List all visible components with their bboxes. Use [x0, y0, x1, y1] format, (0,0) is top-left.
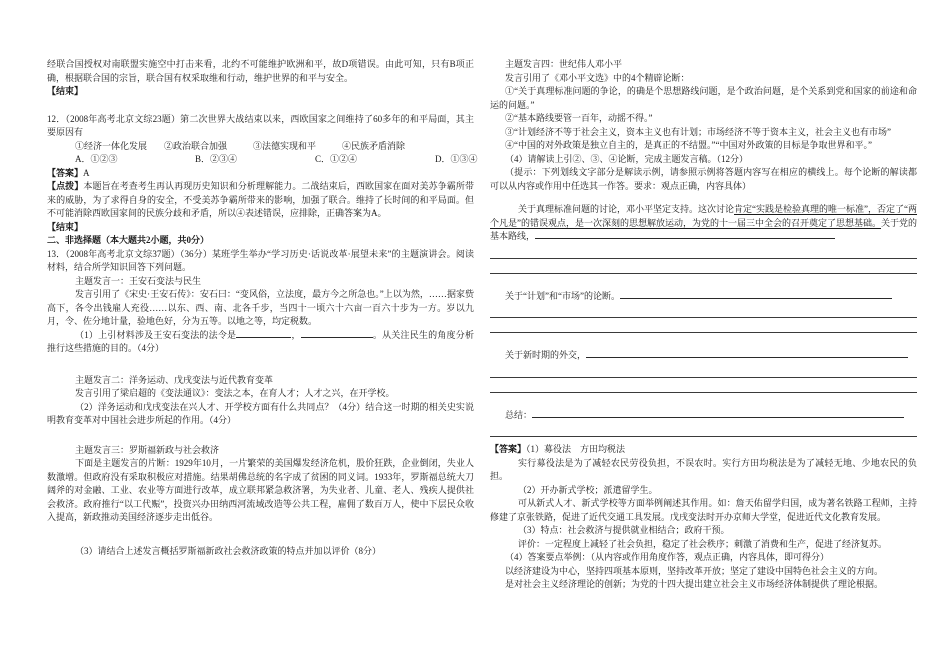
text-run: 关于“计划”和“市场”的论断。 — [505, 290, 620, 301]
text-run: （2）洋务运动和戊戌变法在兴人才、开学校方面有什么共同点？（4分）结合这一时期的相关史实说明教育变革对中国社会进步所起的作用。（4分） — [47, 401, 474, 425]
text-run: ， — [291, 329, 301, 340]
text-run: 关于真理标准问题的讨论，邓小平坚定支持。这次讨论 — [518, 204, 735, 214]
text-run: ①“关于真理标准问题的争论，的确是个思想路线问题，是个政治问题，是个关系到党和国家的前途和命运的问题。” — [490, 86, 917, 110]
vertical-spacer — [47, 428, 474, 444]
paragraph — [47, 457, 474, 525]
text-run: 【点拨】 — [47, 181, 84, 191]
text-run: 【结束】 — [47, 221, 84, 232]
paragraph — [490, 551, 917, 565]
paragraph — [490, 524, 917, 538]
paragraph — [47, 374, 474, 388]
paragraph — [47, 444, 474, 458]
paragraph — [47, 248, 474, 275]
paragraph — [490, 409, 917, 423]
text-run: （提示：下列划线文字部分是解读示例，请参照示例将答题内容写在相应的横线上。每个论断的解读都可以从内容或作用中任选其一作答。要求：观点正确，内容具体） — [490, 167, 917, 191]
option-item: ④民族矛盾消除 — [342, 140, 406, 151]
paragraph — [490, 126, 917, 140]
text-run: （4）请解读上引②、③、④论断，完成主题发言稿。（12分） — [505, 153, 749, 164]
text-run: 12．（2008年高考北京文综23题）第二次世界大战结束以来，西欧国家之间维持了60多年的和平局面，其主要原因有 — [47, 113, 474, 137]
vertical-spacer — [47, 356, 474, 374]
text-run: 关于新时期的外交， — [505, 350, 587, 360]
paragraph — [490, 565, 917, 579]
text-run: （2）开办新式学校；派遣留学生。 — [518, 484, 658, 495]
text-column-left — [47, 58, 478, 672]
paragraph — [490, 112, 917, 126]
paragraph — [490, 85, 917, 112]
text-run: 发言引用了《邓小平文选》中的4个精辟论断： — [505, 72, 690, 83]
paragraph — [490, 290, 917, 304]
text-run: 主题发言四：世纪伟人邓小平 — [505, 59, 623, 69]
text-run: 关于党的基本路线， — [490, 217, 918, 241]
option-item: C．①②④ — [315, 154, 358, 164]
vertical-spacer — [490, 274, 917, 290]
text-run: 可从新式人才、新式学校等方面举例阐述其作用。如：詹天佑留学归国，成为著名铁路工程师，主持修建了京张铁路，促进了近代交通工具发展。戊戌变法时开办京师大学堂，促进近代文化教育发展。 — [490, 498, 917, 522]
text-run: 以经济建设为中心，坚持四项基本原则，坚持改革开放；坚定了建设中国特色社会主义的方向。 — [505, 565, 884, 576]
text-run: （1）上引材料涉及王安石变法的法令是 — [75, 329, 237, 340]
blank-underline — [532, 409, 904, 418]
options-row — [47, 153, 478, 167]
vertical-spacer — [490, 193, 917, 203]
vertical-spacer — [47, 99, 474, 113]
text-run: 13．（2008年高考北京文综37题）（36分）某班学生举办“学习历史·话说改革·展望未来”的主题演讲会。阅读材料，结合所学知识回答下列问题。 — [47, 248, 474, 272]
blank-underline — [586, 349, 908, 358]
text-run: ③“计划经济不等于社会主义，资本主义也有计划；市场经济不等于资本主义，社会主义也有市场” — [505, 126, 891, 137]
paragraph — [47, 85, 474, 99]
answer-ruled-line — [490, 258, 917, 259]
option-item: ②政治联合加强 — [164, 140, 228, 151]
text-run: （4）答案要点举例：（从内容或作用角度作答，观点正确，内容具体，即可得分） — [505, 552, 830, 562]
text-run: 总结： — [505, 409, 533, 420]
answer-ruled-line — [490, 377, 917, 378]
blank-underline — [301, 329, 373, 338]
text-run: 发言引用了《宋史·王安石传》：安石曰：“变风俗，立法度，最方今之所急也。”上以为然，……据家赀高下，各令出钱雇人充役……以东、西、南、北各千步，当四十一顷六十六亩一百六十步为一方。岁以九月，令、佐分地计量，验地色好，分为五等。以地之等，均定税数。 — [47, 289, 474, 326]
paragraph — [490, 72, 917, 86]
answer-ruled-line — [490, 317, 917, 318]
section-heading — [47, 234, 474, 248]
vertical-spacer — [47, 525, 474, 545]
paragraph — [490, 166, 917, 193]
vertical-spacer — [490, 333, 917, 349]
paragraph — [490, 349, 917, 363]
paragraph — [47, 58, 474, 85]
paragraph — [47, 221, 474, 235]
text-run: 【结束】 — [47, 86, 84, 96]
blank-underline — [236, 329, 291, 338]
paragraph — [490, 153, 917, 167]
text-run: A — [83, 167, 90, 178]
paragraph — [490, 457, 917, 484]
option-item: ③法德实现和平 — [253, 140, 317, 151]
text-run: 【答案】 — [490, 444, 527, 454]
text-run: 发言引用了梁启超的《变法通议》：变法之本，在育人才；人才之兴，在开学校。 — [75, 388, 395, 398]
text-run: 是对社会主义经济理论的创新；为党的十四大提出建立社会主义市场经济体制提供了理论根据。 — [505, 579, 884, 589]
option-item: B．②③④ — [195, 154, 238, 164]
paragraph — [47, 167, 474, 181]
text-run: 下面是主题发言的片断：1929年10月，一片繁荣的美国爆发经济危机，股价狂跌，企业倒闭，失业人数激增。但政府没有采取积极应对措施。结果胡佛总统的名字成了贫困的同义词。1933年，罗斯福总统大刀阔斧的对金融、工业、农业等方面进行改革，成立联邦紧急救济署，为失业者、儿童、老人、残疾人提供社会救济。政府推行“以工代赈”，投资兴办田纳西河流域改造等公共工程，雇佣了数百万人，使中下层民众收入提高，新政推动美国经济逐步走出低谷。 — [47, 458, 474, 522]
paragraph — [490, 443, 917, 457]
paragraph — [47, 545, 474, 559]
paragraph — [490, 538, 917, 552]
paragraph — [47, 288, 474, 329]
text-run: 主题发言三：罗斯福新政与社会救济 — [75, 444, 220, 455]
text-run: 主题发言二：洋务运动、戊戌变法与近代教育变革 — [75, 374, 274, 385]
text-run: 经联合国授权对南联盟实施空中打击来看，北约不可能维护欧洲和平，故D项错误。由此可知，只有B项正确，根据联合国的宗旨，联合国有权采取维和行动，维护世界的和平与安全。 — [47, 59, 474, 83]
option-item: A．①②③ — [75, 154, 118, 164]
paragraph — [490, 484, 917, 498]
paragraph — [47, 329, 474, 356]
paragraph — [47, 180, 474, 221]
paragraph — [490, 497, 917, 524]
paragraph — [47, 275, 474, 289]
text-column-right — [490, 58, 917, 672]
paragraph — [490, 139, 917, 153]
text-run: （3）请结合上述发言概括罗斯福新政社会救济政策的特点并加以评价（8分） — [75, 545, 382, 556]
text-run: 评价：一定程度上减轻了社会负担，稳定了社会秩序；刺激了消费和生产，促进了经济复苏。 — [518, 538, 888, 549]
option-item: D．①③④ — [435, 154, 478, 164]
options-row — [47, 140, 474, 154]
paragraph — [47, 401, 474, 428]
text-run: （3）特点：社会救济与提供就业相结合；政府干预。 — [518, 525, 730, 535]
paragraph — [490, 203, 917, 244]
text-run: （1）募役法 方田均税法 — [526, 444, 626, 454]
vertical-spacer — [490, 393, 917, 409]
text-run: ④“中国的对外政策是独立自主的，是真正的不结盟。”“中国对外政策的目标是争取世界和平。” — [505, 140, 872, 150]
text-run: 本题旨在考查考生再认再现历史知识和分析理解能力。二战结束后，西欧国家在面对美苏争霸所带来的威胁，为了求得自身的安全，不受美苏争霸所带来的影响，加强了联合。维持了长时间的和平局面。但不可能消除西欧国家间的民族分歧和矛盾，所以④表述错误，应排除，正确答案为A。 — [47, 181, 474, 218]
paragraph — [490, 58, 917, 72]
paragraph — [47, 113, 474, 140]
text-run: 肯定“实践是检验真理的唯一标准”，否定了“两个凡是”的错误观点，是一次深刻的思想解放运动，为党的十一届三中全会的召开奠定了思想基础。 — [490, 204, 918, 228]
text-run: 主题发言一：王安石变法与民生 — [75, 275, 202, 286]
text-run: ②“基本路线要管一百年，动摇不得。” — [505, 113, 653, 123]
paragraph — [47, 387, 474, 401]
text-run: 【答案】 — [47, 167, 84, 178]
paragraph — [490, 578, 917, 592]
text-run: 。从关注民生的角度分析推行这些措施的目的。（4分） — [47, 329, 474, 353]
blank-underline — [620, 290, 892, 299]
text-run: 二、非选择题（本大题共2小题，共0分） — [47, 235, 210, 245]
text-run: 实行募役法是为了减轻农民劳役负担，不误农时。实行方田均税法是为了减轻无地、少地农民的负担。 — [490, 457, 917, 481]
blank-underline — [535, 230, 835, 239]
option-item: ①经济一体化发展 — [75, 140, 148, 151]
